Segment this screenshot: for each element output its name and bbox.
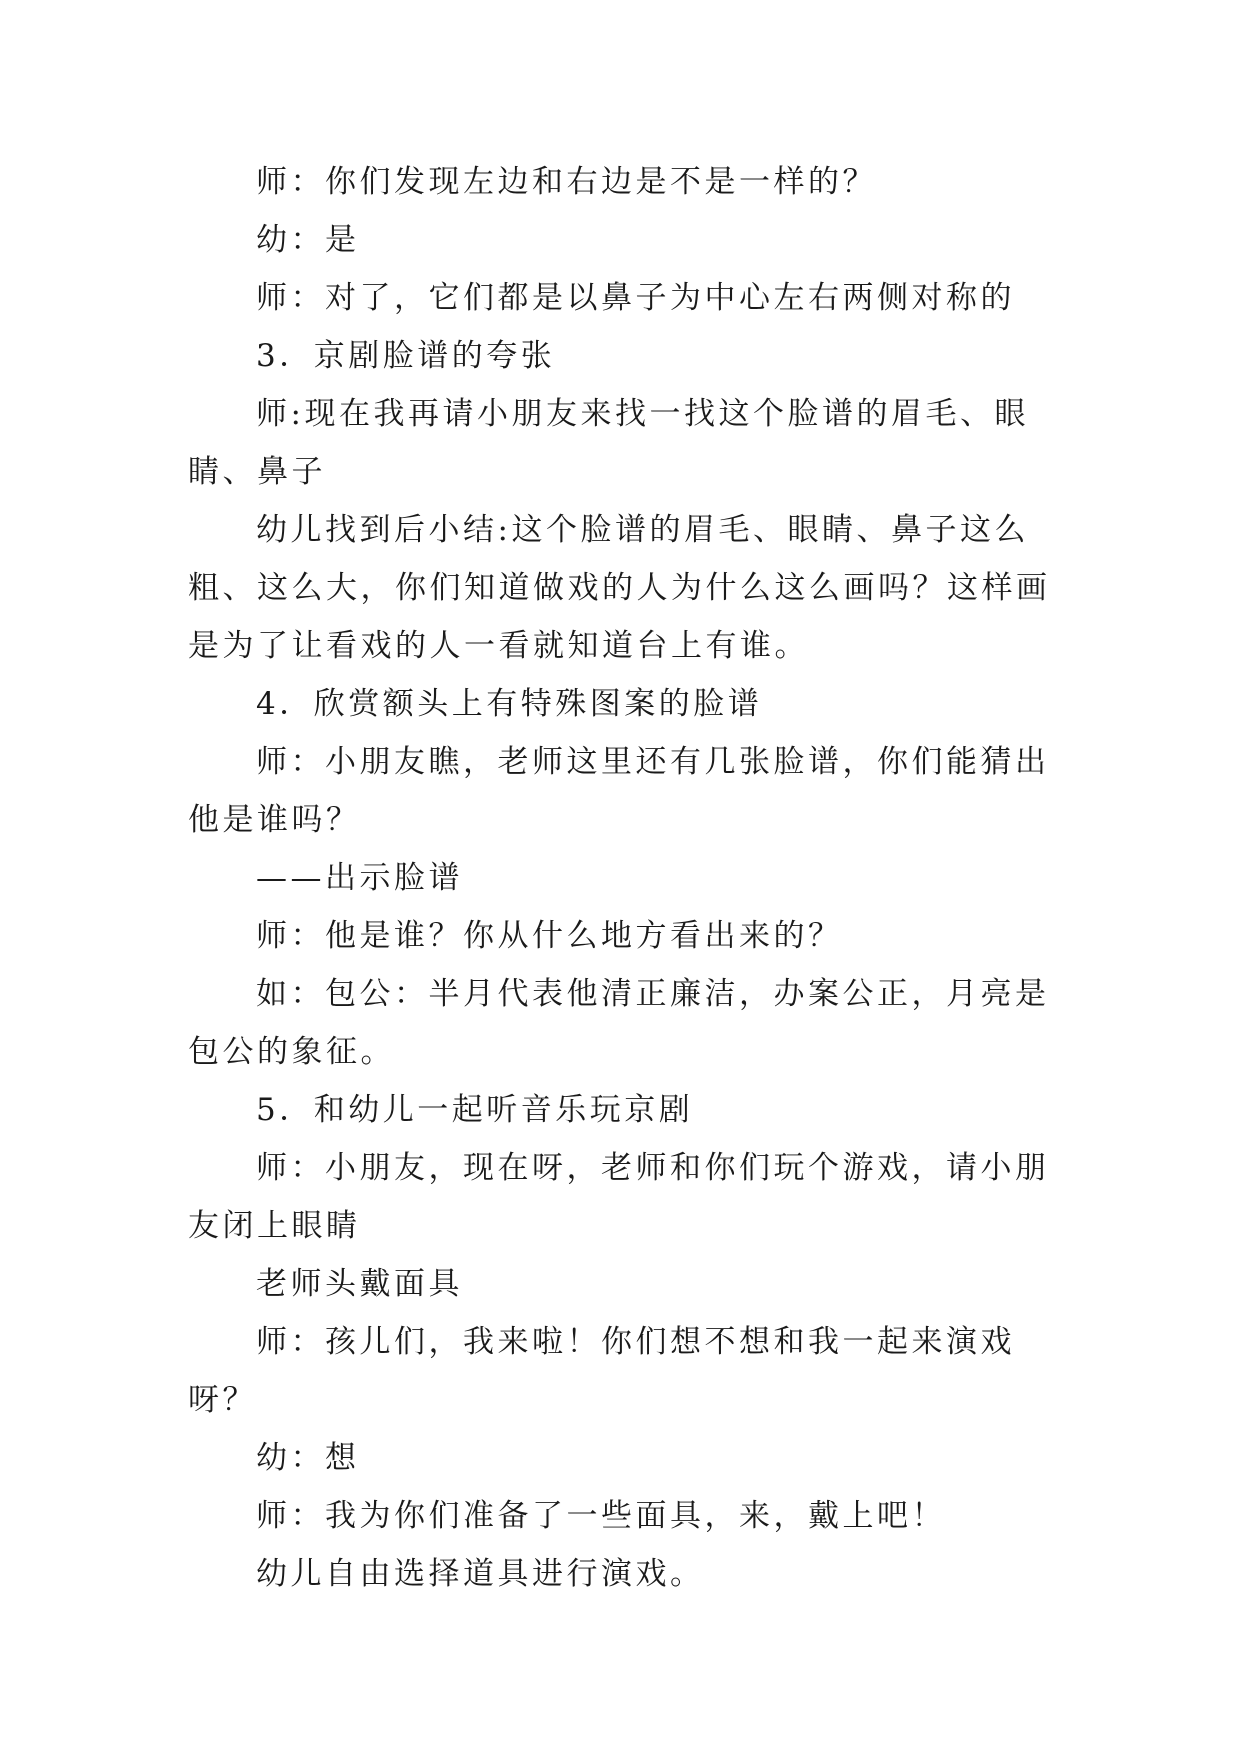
paragraph: 幼：是 (256, 222, 360, 258)
paragraph: 师：孩儿们，我来啦！你们想不想和我一起来演戏呀？ (188, 1324, 1015, 1418)
section-heading: 3．京剧脸谱的夸张 (256, 338, 556, 374)
paragraph: 如：包公：半月代表他清正廉洁，办案公正，月亮是包公的象征。 (188, 976, 1050, 1070)
paragraph: 师：你们发现左边和右边是不是一样的？ (256, 164, 877, 200)
paragraph: 师：小朋友，现在呀，老师和你们玩个游戏，请小朋友闭上眼睛 (188, 1150, 1050, 1244)
paragraph: 师：他是谁？你从什么地方看出来的？ (256, 918, 843, 954)
paragraph: 幼儿找到后小结:这个脸谱的眉毛、眼睛、鼻子这么粗、这么大，你们知道做戏的人为什么这么画吗？这样画是为了让看戏的人一看就知道台上有谁。 (188, 512, 1051, 664)
paragraph: 老师头戴面具 (256, 1266, 463, 1302)
paragraph: 师：对了，它们都是以鼻子为中心左右两侧对称的 (256, 280, 1015, 316)
section-heading: 4．欣赏额头上有特殊图案的脸谱 (256, 686, 763, 722)
paragraph: 师：小朋友瞧，老师这里还有几张脸谱，你们能猜出他是谁吗？ (188, 744, 1050, 838)
section-heading: 5．和幼儿一起听音乐玩京剧 (256, 1092, 694, 1128)
paragraph: ——出示脸谱 (256, 860, 463, 896)
paragraph: 师:现在我再请小朋友来找一找这个脸谱的眉毛、眼睛、鼻子 (188, 396, 1029, 490)
paragraph: 师：我为你们准备了一些面具，来，戴上吧！ (256, 1498, 946, 1534)
paragraph: 幼儿自由选择道具进行演戏。 (256, 1556, 705, 1592)
document-body (188, 153, 1058, 1603)
paragraph: 幼：想 (256, 1440, 360, 1476)
